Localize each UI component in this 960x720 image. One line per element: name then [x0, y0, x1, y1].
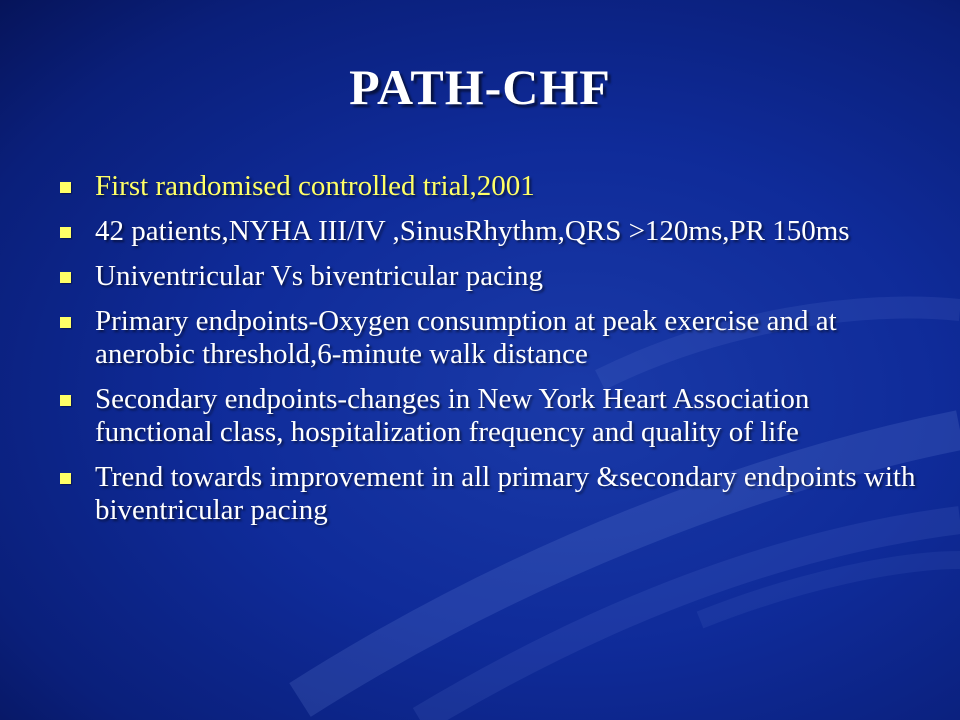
bullet-text: Secondary endpoints-changes in New York Heart Association functional class, hospitalization frequency and quality of life [95, 383, 810, 448]
bullet-item [60, 383, 920, 449]
square-bullet-icon [60, 317, 71, 328]
slide-title: PATH-CHF [349, 59, 611, 115]
bullet-item [60, 215, 920, 248]
square-bullet-icon [60, 182, 71, 193]
square-bullet-icon [60, 473, 71, 484]
bullet-item [60, 305, 920, 371]
bullet-list [60, 170, 920, 539]
bullet-text: Primary endpoints-Oxygen consumption at peak exercise and at anerobic threshold,6-minute walk distance [95, 305, 837, 370]
bullet-text: First randomised controlled trial,2001 [95, 170, 535, 202]
bullet-text: Trend towards improvement in all primary &secondary endpoints with biventricular pacing [95, 461, 916, 526]
bullet-item [60, 461, 920, 527]
bullet-text: 42 patients,NYHA III/IV ,SinusRhythm,QRS >120ms,PR 150ms [95, 215, 850, 247]
square-bullet-icon [60, 272, 71, 283]
bullet-item [60, 170, 920, 203]
square-bullet-icon [60, 395, 71, 406]
bullet-text: Univentricular Vs biventricular pacing [95, 260, 544, 292]
square-bullet-icon [60, 227, 71, 238]
bullet-item [60, 260, 920, 293]
